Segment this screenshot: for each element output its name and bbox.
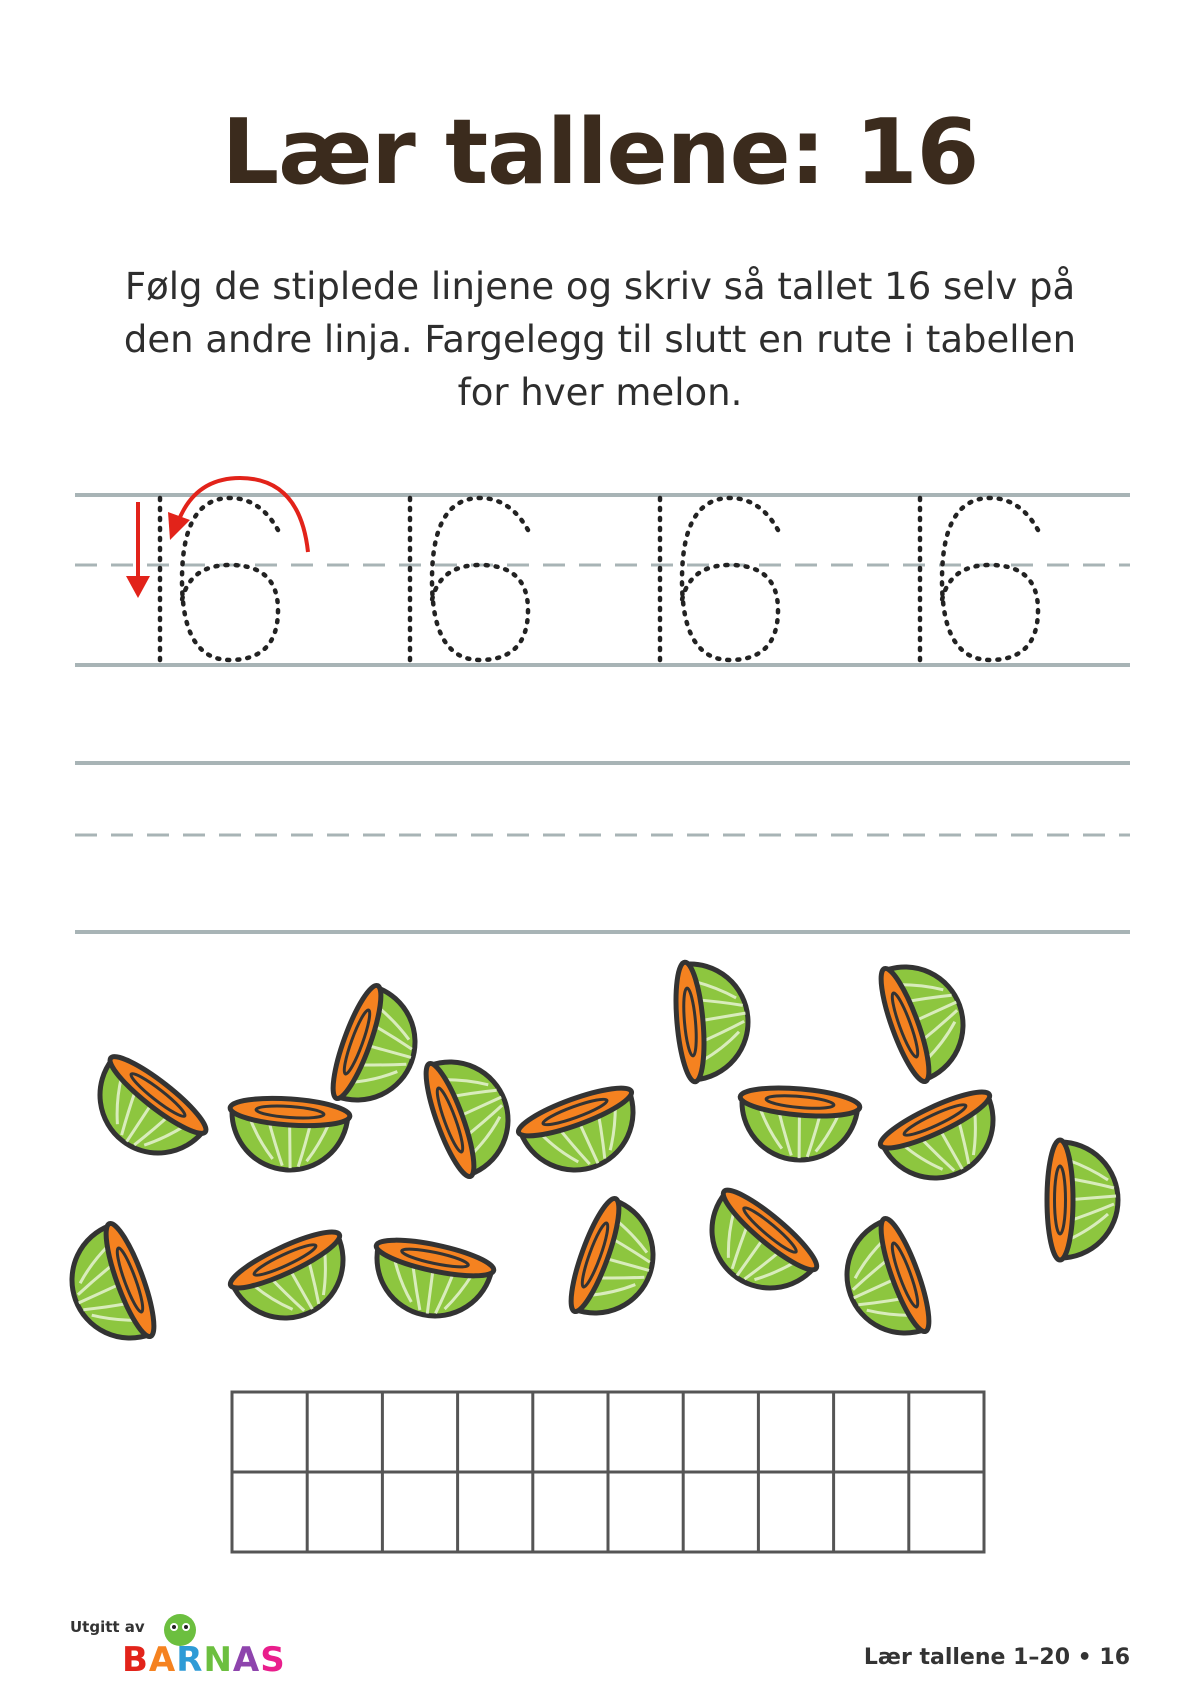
melon-slice-icon [875, 1083, 1014, 1198]
counting-table [232, 1392, 984, 1552]
melon-group [55, 949, 1118, 1356]
melon-slice-icon [687, 1181, 825, 1313]
publisher-logo: BARNAS [122, 1640, 286, 1680]
page-label: Lær tallene 1–20 • 16 [863, 1645, 1130, 1670]
melon-slice-icon [514, 1079, 651, 1187]
melon-slice-icon [830, 1214, 938, 1351]
melon-slice-icon [225, 1223, 364, 1338]
dotted-number-traces [160, 498, 1038, 660]
melon-slice-icon [324, 981, 432, 1118]
instructions-text: Følg de stiplede linjene og skriv så tallet 16 selv på den andre linja. Fargelegg til slutt en rute i tabellen for hver melon. [123, 265, 1077, 414]
trace-16-2 [410, 498, 528, 660]
melon-slice-icon [75, 1048, 213, 1178]
publisher-prefix: Utgitt av [70, 1618, 145, 1636]
trace-16-3 [660, 498, 778, 660]
melon-slice-icon [735, 1084, 861, 1165]
melon-slice-icon [1047, 1140, 1118, 1260]
melon-slice-icon [55, 1219, 163, 1356]
writing-lines [75, 763, 1130, 932]
melon-slice-icon [364, 1233, 496, 1327]
melon-slice-icon [562, 1194, 670, 1331]
melon-slice-icon [672, 957, 753, 1083]
melon-slice-icon [417, 1044, 525, 1181]
page-title: Lær tallene: 16 [221, 100, 979, 205]
trace-guide-lines [75, 495, 1130, 665]
melon-slice-icon [226, 1095, 351, 1174]
melon-slice-icon [872, 949, 980, 1086]
trace-16-4 [920, 498, 1038, 660]
